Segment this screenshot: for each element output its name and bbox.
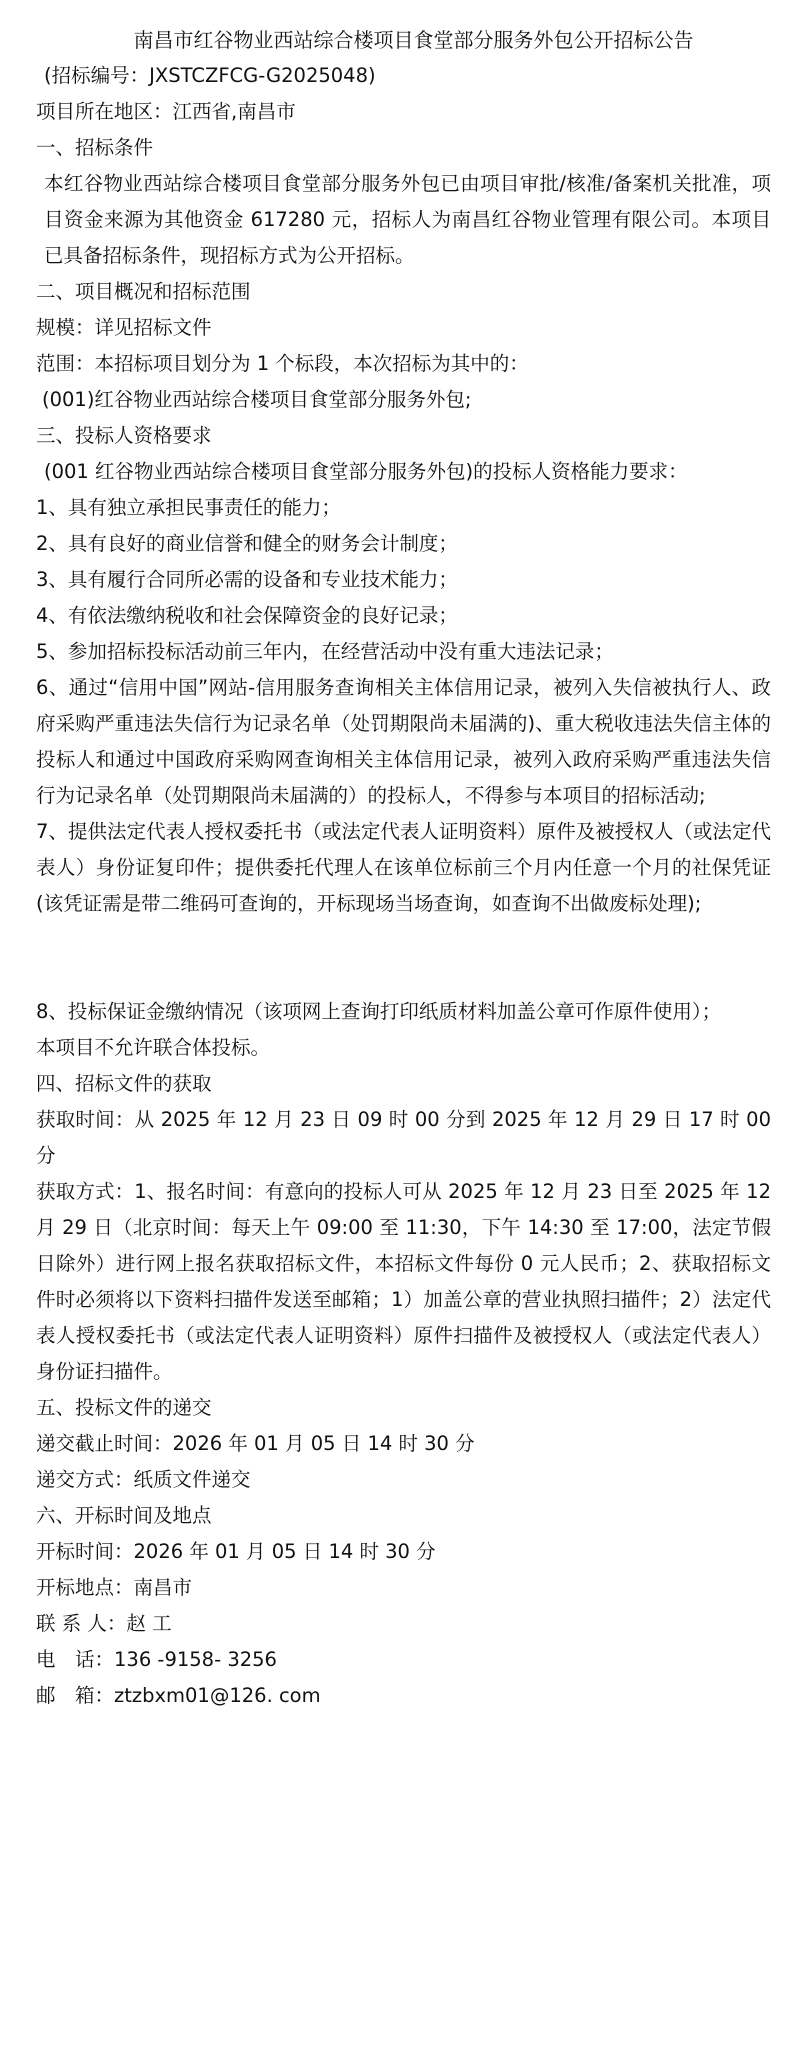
qualification-item: 6、通过“信用中国”网站-信用服务查询相关主体信用记录，被列入失信被执行人、政府采购严重违法失信行为记录名单（处罚期限尚未届满的)、重大税收违法失信主体的投标人和通过中国政府采购网查询相关主体信用记录，被列入政府采购严重违法失信行为记录名单（处罚期限尚未届满的）的投标人，不得参与本项目的招标活动; [36, 676, 771, 807]
document-acquisition-time: 获取时间：从 2025 年 12 月 23 日 09 时 00 分到 2025 年 12 月 29 日 17 时 00 分 [36, 1108, 771, 1167]
section-heading-qualifications: 三、投标人资格要求 [36, 424, 212, 447]
section-heading-overview: 二、项目概况和招标范围 [36, 280, 251, 303]
qualification-item: 2、具有良好的商业信誉和健全的财务会计制度； [36, 532, 458, 555]
project-location: 项目所在地区：江西省,南昌市 [36, 100, 296, 123]
tender-announcement [36, 22, 771, 1714]
conditions-body: 本红谷物业西站综合楼项目食堂部分服务外包已由项目审批/核准/备案机关批准，项目资金来源为其他资金 617280 元，招标人为南昌红谷物业管理有限公司。本项目已具备招标条件，现招标方式为公开招标。 [44, 172, 771, 267]
opening-place: 开标地点：南昌市 [36, 1576, 193, 1599]
contact-phone: 电 话：136 -9158- 3256 [36, 1648, 277, 1671]
contact-email: 邮 箱：ztzbxm01@126. com [36, 1684, 321, 1707]
project-scale: 规模：详见招标文件 [36, 316, 212, 339]
section-heading-submission: 五、投标文件的递交 [36, 1396, 212, 1419]
qualification-item: 7、提供法定代表人授权委托书（或法定代表人证明资料）原件及被授权人（或法定代表人）身份证复印件；提供委托代理人在该单位标前三个月内任意一个月的社保凭证(该凭证需是带二维码可查询的，开标现场当场查询，如查询不出做废标处理); [36, 820, 771, 915]
consortium-note: 本项目不允许联合体投标。 [36, 1036, 271, 1059]
lot-item: (001)红谷物业西站综合楼项目食堂部分服务外包; [42, 388, 472, 411]
blank-spacer [36, 922, 771, 994]
submission-deadline: 递交截止时间：2026 年 01 月 05 日 14 时 30 分 [36, 1432, 475, 1455]
qualification-item: 4、有依法缴纳税收和社会保障资金的良好记录； [36, 604, 458, 627]
opening-time: 开标时间：2026 年 01 月 05 日 14 时 30 分 [36, 1540, 436, 1563]
document-title: 南昌市红谷物业西站综合楼项目食堂部分服务外包公开招标公告 [133, 28, 694, 52]
section-heading-documents: 四、招标文件的获取 [36, 1072, 212, 1095]
document-acquisition-method: 获取方式：1、报名时间：有意向的投标人可从 2025 年 12 月 23 日至 2025 年 12 月 29 日（北京时间：每天上午 09:00 至 11:30，下午 14:30 至 17:00，法定节假日除外）进行网上报名获取招标文件，本招标文件每份 0 元人民币；2、获取招标文件时必须将以下资料扫描件发送至邮箱；1）加盖公章的营业执照扫描件；2）法定代表人授权委托书（或法定代表人证明资料）原件扫描件及被授权人（或法定代表人）身份证扫描件。 [36, 1180, 771, 1383]
contact-person: 联 系 人：赵 工 [36, 1612, 172, 1635]
qualification-item: 3、具有履行合同所必需的设备和专业技术能力； [36, 568, 458, 591]
section-heading-conditions: 一、招标条件 [36, 136, 154, 159]
project-scope: 范围：本招标项目划分为 1 个标段，本次招标为其中的： [36, 352, 529, 375]
qualifications-intro: (001 红谷物业西站综合楼项目食堂部分服务外包)的投标人资格能力要求： [44, 460, 688, 483]
qualification-item: 1、具有独立承担民事责任的能力； [36, 496, 341, 519]
section-heading-opening: 六、开标时间及地点 [36, 1504, 212, 1527]
qualification-item: 5、参加招标投标活动前三年内，在经营活动中没有重大违法记录； [36, 640, 614, 663]
tender-code: (招标编号：JXSTCZFCG-G2025048) [44, 64, 376, 87]
submission-method: 递交方式：纸质文件递交 [36, 1468, 251, 1491]
qualification-item: 8、投标保证金缴纳情况（该项网上查询打印纸质材料加盖公章可作原件使用）； [36, 1000, 722, 1023]
